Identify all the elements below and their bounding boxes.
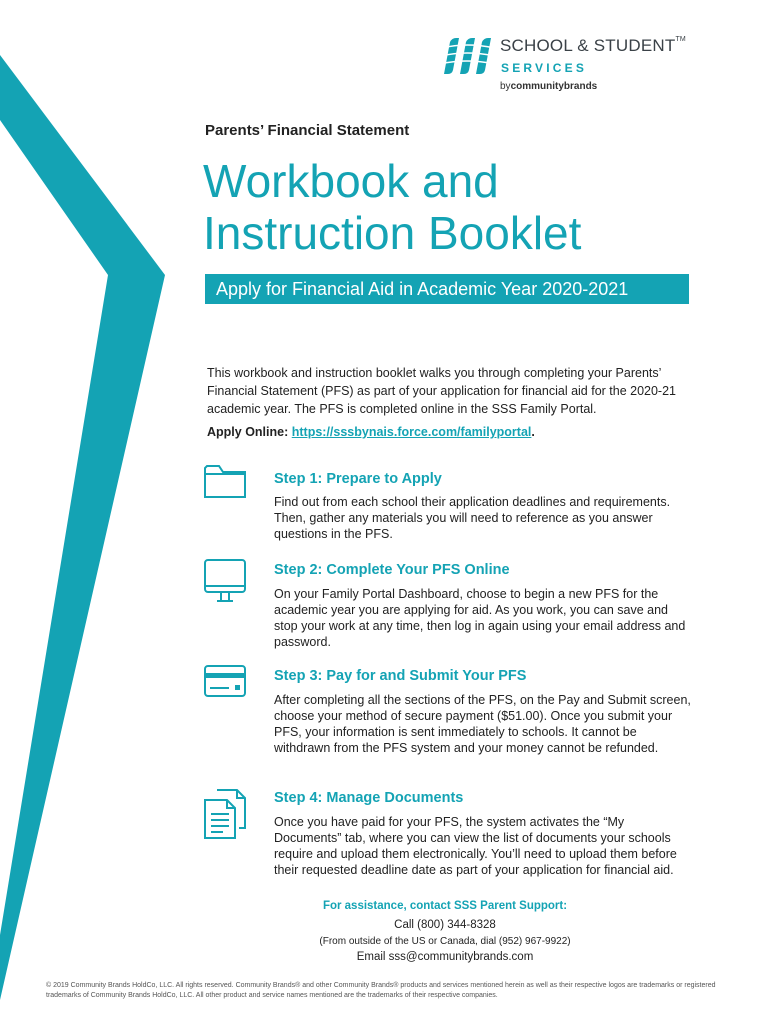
assistance-phone: Call (800) 344-8328 [394,919,496,931]
folder-icon [203,462,247,500]
decorative-chevron [0,0,170,1024]
assistance-email: Email sss@communitybrands.com [356,951,534,963]
sss-logo-mark-icon [440,36,494,76]
family-portal-link[interactable]: https://sssbynais.force.com/familyportal [291,425,532,439]
logo-text-line2: SERVICES [501,61,588,75]
documents-icon [203,788,247,840]
step-2-title: Step 2: Complete Your PFS Online [274,562,510,578]
intro-paragraph: This workbook and instruction booklet walks you through completing your Parents’ Financial Statement (PFS) as part of your application for financial aid for the 2020-21 academic year. The PFS is completed online in the SSS Family Portal. [207,366,677,416]
step-1-title: Step 1: Prepare to Apply [274,471,442,487]
step-1-text: Find out from each school their application deadlines and requirements. Then, gather any materials you will need to reference as you answer questions in the PFS. [274,495,671,541]
step-4-title: Step 4: Manage Documents [274,790,464,806]
step-4-text: Once you have paid for your PFS, the system activates the “My Documents” tab, where you can view the list of documents your schools require and upload them electronically. You’ll need to upload them before their requested deadline date as part of your application for financial aid. [274,815,677,877]
document-title [203,155,581,259]
logo-byline: bycommunitybrands [500,81,598,92]
document-subtitle: Parents’ Financial Statement [205,122,410,139]
academic-year-banner: Apply for Financial Aid in Academic Year 2020-2021 [205,274,689,304]
assistance-title: For assistance, contact SSS Parent Support: [322,900,568,912]
step-3-text: After completing all the sections of the PFS, on the Pay and Submit screen, choose your method of secure payment ($51.00). Once you submit your PFS, your information is sent immediately to schools. It cannot be withdrawn from the PFS system and your money cannot be refunded. [274,693,691,755]
monitor-icon [203,558,247,604]
assistance-international: (From outside of the US or Canada, dial (952) 967-9922) [319,936,571,947]
title-line-2: Instruction Booklet [203,207,582,259]
step-2-text: On your Family Portal Dashboard, choose to begin a new PFS for the academic year you are applying for aid. As you work, you can save and stop your work at any time, then log in again using your email address and password. [274,587,686,649]
apply-online-label: Apply Online: [207,425,289,439]
title-line-1: Workbook and [203,155,499,207]
logo-text-line1: SCHOOL & STUDENT™ [500,36,686,55]
copyright-footer: © 2019 Community Brands HoldCo, LLC. All rights reserved. Community Brands® and other Community Brands® products and services mentioned herein as well as their respective logos are trademarks or registered trademarks of Community Brands HoldCo, LLC. All other product and service names mentioned are the trademarks of their respective companies. [46,982,716,999]
credit-card-icon [203,664,247,698]
step-3-title: Step 3: Pay for and Submit Your PFS [274,668,527,684]
apply-online-line: Apply Online: https://sssbynais.force.com/familyportal. [207,425,535,439]
sss-logo [440,34,720,100]
